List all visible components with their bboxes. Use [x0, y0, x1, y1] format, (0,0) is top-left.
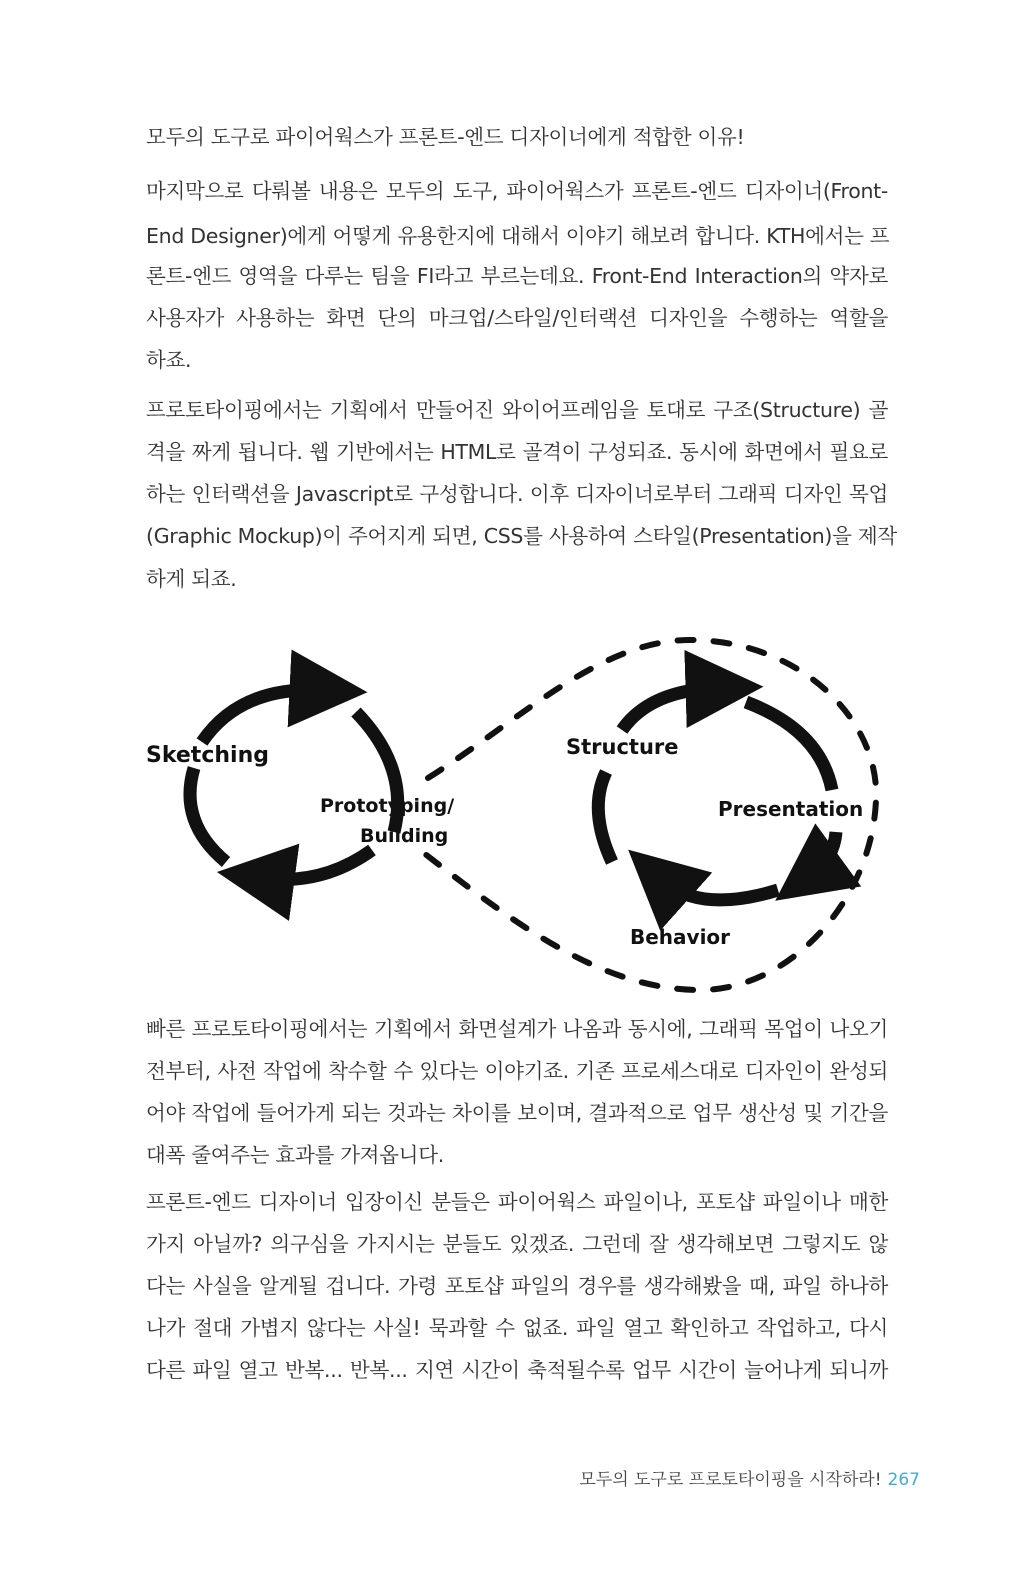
- left-cycle-arrow-left: [190, 768, 226, 862]
- heading-line: 모두의 도구로 파이어웍스가 프론트-엔드 디자이너에게 적합한 이유!: [146, 125, 745, 149]
- label-prototyping: Prototyping/: [320, 795, 455, 817]
- right-cycle-arrow-bottom: [662, 880, 778, 900]
- footer-chapter-title: 모두의 도구로 프로토타이핑을 시작하라!: [579, 1470, 882, 1490]
- paragraph-2-line: 격을 짜게 됩니다. 웹 기반에서는 HTML로 골격이 구성되죠. 동시에 화면에서 필요로: [146, 440, 888, 464]
- paragraph-4-line: 프론트-엔드 디자이너 입장이신 분들은 파이어웍스 파일이나, 포토샵 파일이나 매한: [146, 1190, 888, 1214]
- paragraph-1-line: End Designer)에게 어떻게 유용한지에 대해서 이야기 해보려 합니다. KTH에서는 프: [146, 224, 890, 248]
- paragraph-1-line: 하죠.: [146, 348, 192, 372]
- label-presentation: Presentation: [718, 797, 864, 821]
- paragraph-2-line: 프로토타이핑에서는 기획에서 만들어진 와이어프레임을 토대로 구조(Structure) 골: [146, 398, 888, 422]
- page-number: 267: [887, 1470, 920, 1490]
- paragraph-1-line: 마지막으로 다뤄볼 내용은 모두의 도구, 파이어웍스가 프론트-엔드 디자이너(Front-: [146, 179, 888, 203]
- paragraph-3-line: 어야 작업에 들어가게 되는 것과는 차이를 보이며, 결과적으로 업무 생산성 및 기간을: [146, 1101, 888, 1125]
- label-structure: Structure: [566, 735, 679, 759]
- right-cycle-arrow-top: [622, 688, 718, 730]
- right-cycle-arrow-right-lower: [812, 832, 836, 874]
- label-sketching: Sketching: [146, 743, 269, 768]
- right-cycle-arrow-right: [746, 702, 832, 790]
- right-cycle-arrow-left: [598, 772, 612, 862]
- paragraph-2-line: (Graphic Mockup)이 주어지게 되면, CSS를 사용하여 스타일(Presentation)을 제작: [146, 524, 897, 548]
- page-footer: [579, 1465, 920, 1490]
- paragraph-3-line: 빠른 프로토타이핑에서는 기획에서 화면설계가 나옴과 동시에, 그래픽 목업이 나오기: [146, 1017, 888, 1041]
- paragraph-4-line: 다는 사실을 알게될 겁니다. 가령 포토샵 파일의 경우를 생각해봤을 때, 파일 하나하: [146, 1274, 888, 1298]
- paragraph-3-line: 전부터, 사전 작업에 착수할 수 있다는 이야기죠. 기존 프로세스대로 디자인이 완성되: [146, 1059, 888, 1083]
- paragraph-1-line: 론트-엔드 영역을 다루는 팀을 FI라고 부르는데요. Front-End Interaction의 약자로: [146, 264, 888, 288]
- label-behavior: Behavior: [630, 925, 731, 949]
- paragraph-4-line: 다른 파일 열고 반복... 반복... 지연 시간이 축적될수록 업무 시간이 늘어나게 되니까: [146, 1358, 888, 1382]
- paragraph-2-line: 하는 인터랙션을 Javascript로 구성합니다. 이후 디자이너로부터 그래픽 디자인 목업: [146, 482, 888, 506]
- paragraph-3-line: 대폭 줄여주는 효과를 가져옵니다.: [146, 1143, 444, 1167]
- paragraph-4-line: 나가 절대 가볍지 않다는 사실! 묵과할 수 없죠. 파일 열고 확인하고 작업하고, 다시: [146, 1316, 888, 1340]
- paragraph-1-line: 사용자가 사용하는 화면 단의 마크업/스타일/인터랙션 디자인을 수행하는 역할을: [146, 306, 888, 330]
- left-cycle-arrow-top: [202, 690, 322, 742]
- label-building: Building: [360, 825, 449, 847]
- paragraph-4-line: 가지 아닐까? 의구심을 가지시는 분들도 있겠죠. 그런데 잘 생각해보면 그렇지도 않: [146, 1232, 888, 1256]
- left-cycle-arrow-bottom: [262, 850, 372, 879]
- paragraph-2-line: 하게 되죠.: [146, 567, 237, 591]
